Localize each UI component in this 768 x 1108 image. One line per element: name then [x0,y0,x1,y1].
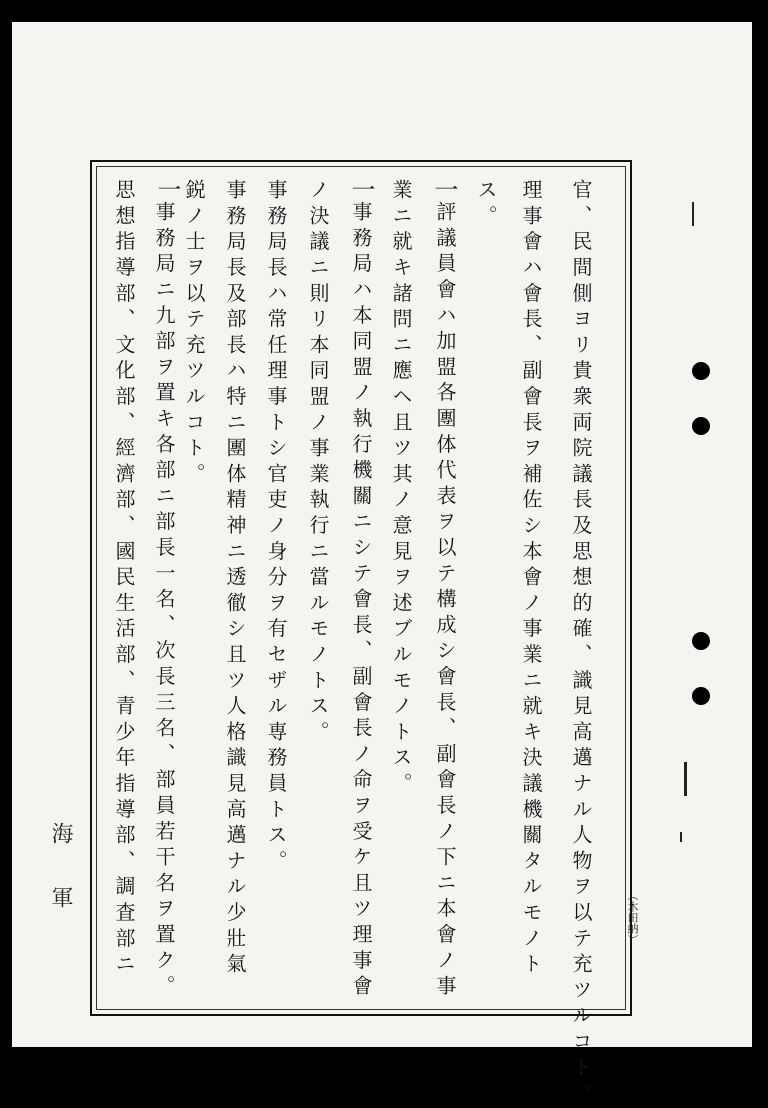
text-column-3: ス。 [474,179,498,231]
text-frame-inner-border [96,166,626,1108]
binding-hole [692,362,710,380]
scan-mark [684,762,687,796]
scan-mark [692,202,694,226]
text-column-8: 事務局長ハ常任理事トシ官吏ノ身分ヲ有セザル専務員トス。 [264,179,288,876]
section-marker-3: 一 [153,177,181,201]
margin-label-right: （木田納） [626,890,639,945]
section-marker-2: 一 [347,177,375,201]
margin-label-left: 海軍 [48,822,73,950]
text-column-10: 鋭ノ士ヲ以テ充ツルコト。 [182,179,206,489]
document-page [12,22,752,1108]
binding-hole [692,632,710,650]
binding-hole [692,417,710,435]
text-column-6: 事務局ハ本同盟ノ執行機關ニシテ會長、副會長ノ命ヲ受ケ且ツ理事會 [349,201,373,1001]
scan-mark [680,832,682,842]
section-marker-1: 一 [430,177,458,201]
text-column-1: 官、民間側ヨリ貴衆両院議長及思想的確、識見高邁ナル人物ヲ以テ充ツルコト。 [569,179,593,1108]
text-column-7: ノ決議ニ則リ本同盟ノ事業執行ニ當ルモノトス。 [306,179,330,747]
text-column-4: 評議員會ハ加盟各團体代表ヲ以テ構成シ會長、副會長ノ下ニ本會ノ事 [433,201,457,1001]
binding-hole [692,687,710,705]
text-column-5: 業ニ就キ諸問ニ應ヘ且ツ其ノ意見ヲ述ブルモノトス。 [389,179,413,799]
text-column-11: 事務局ニ九部ヲ置キ各部ニ部長一名、次長三名、部員若干名ヲ置ク。 [152,201,176,1001]
text-frame [90,160,632,1108]
text-column-2: 理事會ハ會長、副會長ヲ補佐シ本會ノ事業ニ就キ決議機關タルモノト [519,179,543,979]
text-column-9: 事務局長及部長ハ特ニ團体精神ニ透徹シ且ツ人格識見高邁ナル少壯氣 [223,179,247,979]
text-column-12: 思想指導部、文化部、經濟部、國民生活部、青少年指導部、調査部ニ [112,179,136,979]
